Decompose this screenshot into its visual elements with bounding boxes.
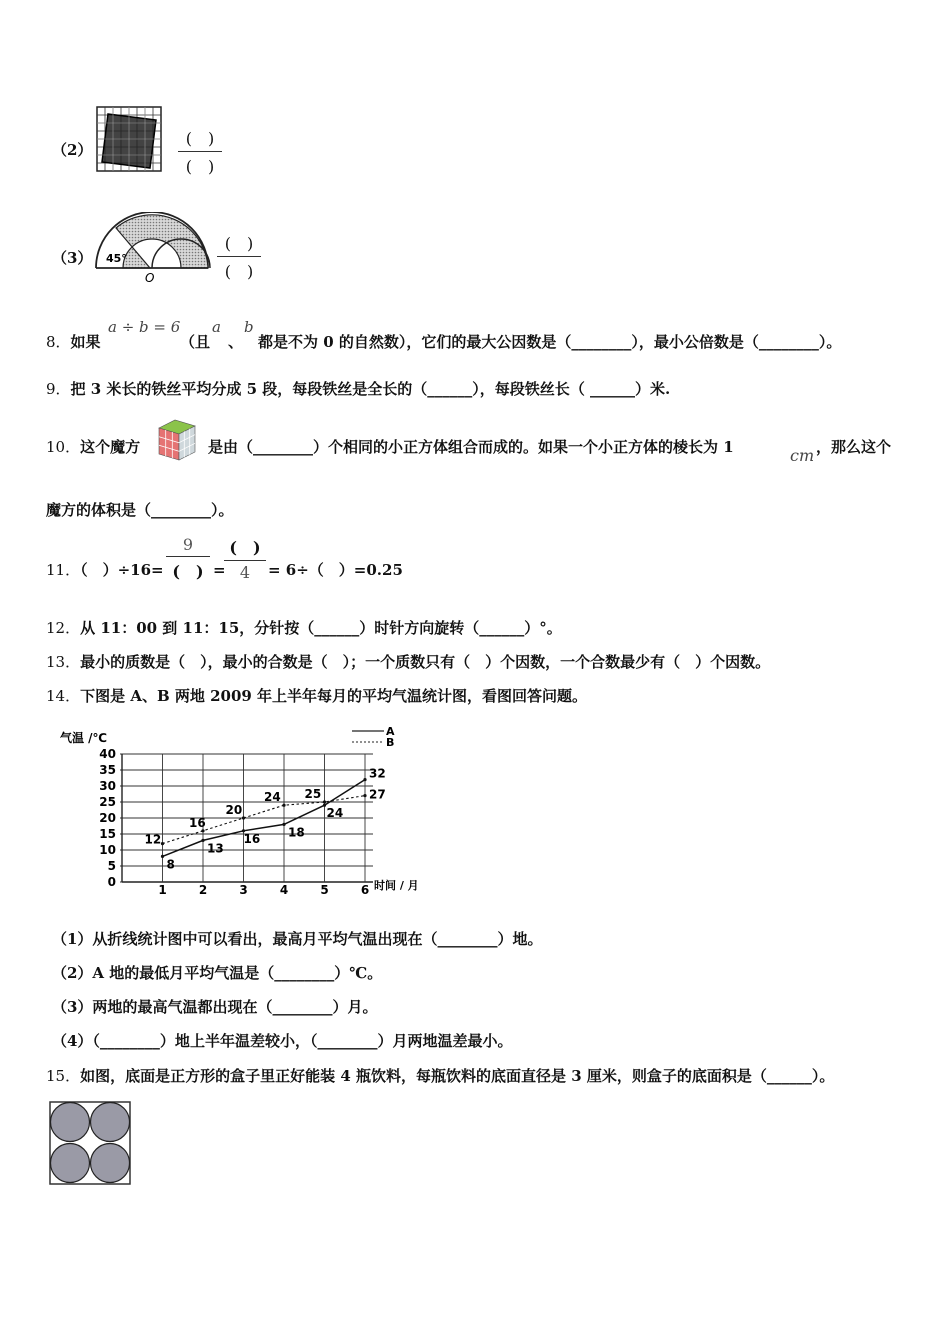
y-tick-label: 0 <box>107 875 116 889</box>
q14-number: 14． <box>46 687 81 705</box>
temperature-line-chart <box>40 718 440 898</box>
q10-prefix: 这个魔方 <box>80 438 141 456</box>
q8-prefix: 如果 <box>70 333 101 351</box>
q14-sub1: （1）从折线统计图中可以看出，最高月平均气温出现在（________）地。 <box>52 930 543 948</box>
data-label-b: 12 <box>144 832 162 847</box>
q10-suffix: ，那么这个 <box>816 438 892 456</box>
box-with-four-bottles-figure <box>48 1100 134 1188</box>
q7-part2-fraction <box>178 126 222 177</box>
data-point-b <box>323 800 326 803</box>
x-tick-label: 3 <box>239 883 248 897</box>
data-label-b: 24 <box>264 790 281 805</box>
y-tick-label: 20 <box>99 811 116 825</box>
fraction-denominator: ( ) <box>172 562 204 581</box>
q14-text: 下图是 A、B 两地 2009 年上半年每月的平均气温统计图，看图回答问题。 <box>80 687 588 705</box>
q7-part3-label: （3） <box>52 249 93 267</box>
y-tick-label: 40 <box>99 747 116 761</box>
fraction-numerator: ( ) <box>224 234 254 253</box>
y-tick-label: 10 <box>99 843 116 857</box>
question-8 <box>46 332 101 352</box>
q9-text: 把 3 米长的铁丝平均分成 5 段，每段铁丝是全长的（______），每段铁丝长（ ______）米. <box>70 380 671 398</box>
data-label-a: 18 <box>288 825 305 840</box>
angle-label: 45° <box>106 252 127 265</box>
y-tick-label: 30 <box>99 779 116 793</box>
question-9 <box>46 379 670 399</box>
data-label-a: 24 <box>326 806 344 821</box>
data-point-a <box>363 778 366 781</box>
legend-b: B <box>386 736 395 749</box>
q8-suffix: 都是不为 0 的自然数），它们的最大公因数是（________），最小公倍数是（________）。 <box>258 333 842 351</box>
data-point-a <box>201 839 204 842</box>
data-label-a: 32 <box>369 766 386 781</box>
q13-number: 13． <box>46 653 81 671</box>
data-label-a: 8 <box>166 857 175 872</box>
q13-text: 最小的质数是（ ），最小的合数是（ ）；一个质数只有（ ）个因数，一个合数最少有（ ）个因数。 <box>80 653 771 671</box>
y-tick-label: 5 <box>107 859 116 873</box>
data-point-b <box>161 842 164 845</box>
q11-fraction-1 <box>166 535 210 582</box>
question-14 <box>46 686 587 706</box>
q8-number: 8． <box>46 333 71 351</box>
center-o-label: O <box>145 271 155 284</box>
legend-a: A <box>386 725 395 738</box>
x-tick-label: 6 <box>360 883 370 897</box>
chart-legend <box>352 725 395 749</box>
q14-sub4: （4）（________）地上半年温差较小，（________）月两地温差最小。 <box>52 1032 513 1050</box>
question-12 <box>46 618 562 638</box>
data-label-b: 16 <box>189 815 206 830</box>
rubiks-cube-image <box>155 418 197 462</box>
q12-text: 从 11：00 到 11：15，分针按（______）时针方向旋转（______）°。 <box>80 619 562 637</box>
x-tick-label: 2 <box>198 883 208 897</box>
data-point-a <box>161 855 164 858</box>
q8-var-b: b <box>244 318 254 336</box>
fraction-numerator: ( ) <box>185 129 215 148</box>
q11-equals: = <box>213 561 226 579</box>
fraction-denominator: ( ) <box>224 262 254 281</box>
fraction-denominator: ( ) <box>185 157 215 176</box>
q10-line2: 魔方的体积是（________）。 <box>46 501 234 519</box>
q8-separator: 、 <box>228 333 244 351</box>
q10-unit: cm <box>790 446 815 465</box>
question-15 <box>46 1066 834 1086</box>
data-label-b: 20 <box>225 803 243 817</box>
x-tick-label: 1 <box>158 883 167 897</box>
data-label-a: 16 <box>243 831 261 846</box>
q11-fraction-2 <box>224 535 266 582</box>
q11-part1: （ ）÷16= <box>80 561 164 579</box>
question-10 <box>46 437 140 457</box>
q10-middle: 是由（________）个相同的小正方体组合而成的。如果一个小正方体的棱长为 1 <box>208 438 734 456</box>
x-tick-label: 5 <box>320 883 329 897</box>
question-11 <box>46 560 164 580</box>
q7-part3-fraction <box>217 231 261 282</box>
y-tick-label: 35 <box>99 763 116 777</box>
question-13 <box>46 652 770 672</box>
q14-sub3: （3）两地的最高气温都出现在（________）月。 <box>52 998 378 1016</box>
q15-text: 如图，底面是正方形的盒子里正好能装 4 瓶饮料，每瓶饮料的底面直径是 3 厘米，则盒子的底面积是（______）。 <box>80 1067 835 1085</box>
data-point-b <box>363 794 366 797</box>
data-point-b <box>282 804 285 807</box>
q10-number: 10． <box>46 438 81 456</box>
data-label-b: 25 <box>304 787 322 801</box>
x-tick-label: 4 <box>279 883 289 897</box>
tilted-square-grid-figure <box>96 106 162 172</box>
chart-ylabel: 气温 /℃ <box>60 731 108 745</box>
data-point-b <box>242 816 245 819</box>
y-tick-label: 25 <box>99 795 116 809</box>
q8-var-a: a <box>212 318 221 336</box>
y-tick-label: 15 <box>99 827 116 841</box>
fraction-numerator: 9 <box>182 535 194 554</box>
annular-sector-figure <box>92 212 214 284</box>
q9-number: 9． <box>46 380 71 398</box>
q14-sub2: （2）A 地的最低月平均气温是（________）℃。 <box>52 964 383 982</box>
q11-part2: = 6÷（ ）=0.25 <box>268 561 403 579</box>
fraction-numerator: ( ) <box>229 538 261 557</box>
q8-mid-text: （且 <box>180 333 211 351</box>
q8-math-expression: a ÷ b = 6 <box>108 318 181 336</box>
data-label-a: 13 <box>207 841 224 856</box>
q15-number: 15． <box>46 1067 81 1085</box>
q11-number: 11． <box>46 561 81 579</box>
q12-number: 12． <box>46 619 81 637</box>
fraction-denominator: 4 <box>239 563 251 582</box>
data-label-b: 27 <box>369 787 386 802</box>
chart-xlabel: 时间 / 月 <box>374 879 419 892</box>
data-point-a <box>282 823 285 826</box>
q7-part2-label: （2） <box>52 141 93 159</box>
